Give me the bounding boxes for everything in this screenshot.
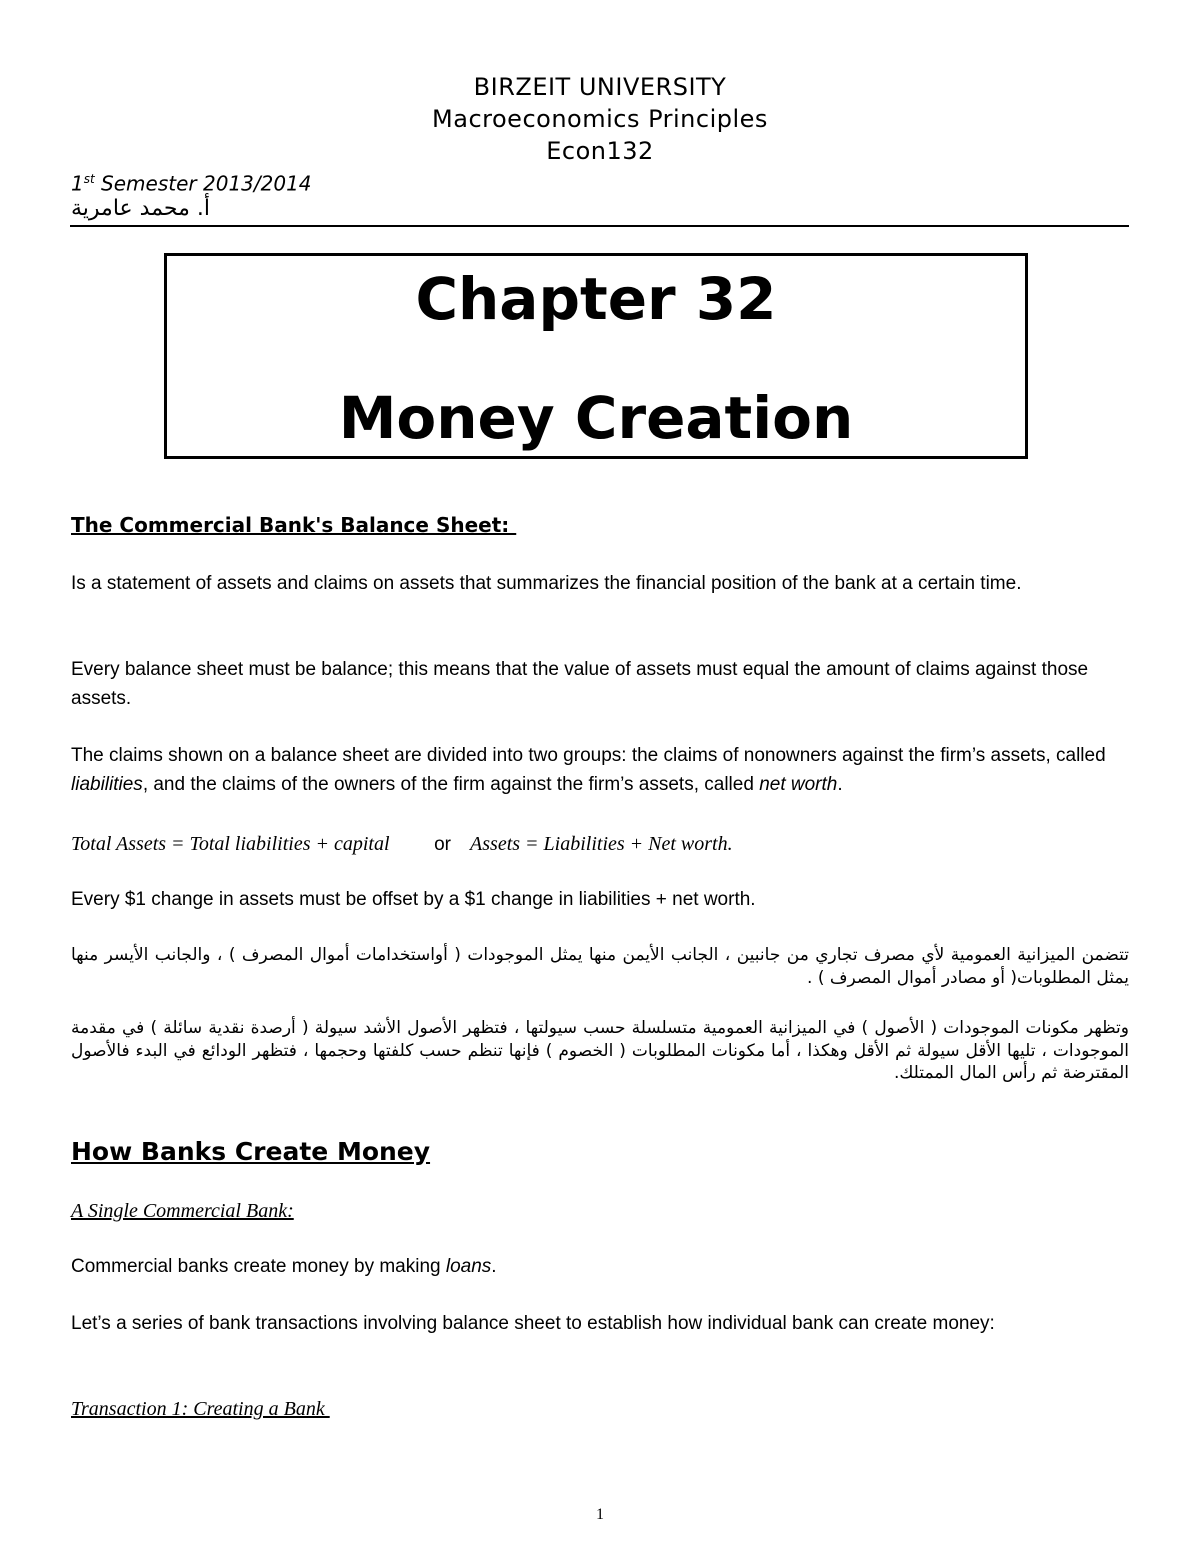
chapter-title-box [164,253,1028,459]
term-loans: loans [445,1256,492,1277]
page-number: 1 [596,1506,604,1523]
university-name: BIRZEIT UNIVERSITY [473,73,727,101]
subheading-transaction-1: Transaction 1: Creating a Bank [71,1398,330,1420]
chapter-number: Chapter 32 [415,265,777,333]
formula-or: or [434,834,451,855]
arabic-paragraph-1: تتضمن الميزانية العمومية لأي مصرف تجاري من جانبين ، الجانب الأيمن منها يمثل الموجودات ( أواستخدامات أموال المصرف ) ، والجانب الأيسر منها يمثل المطلوبات( أو مصادر أموال المصرف ) . [71,945,1129,988]
paragraph-transactions: Let’s a series of bank transactions involving balance sheet to establish how individual bank can create money: [71,1313,995,1334]
instructor-name: أ. محمد عامرية [71,196,211,221]
paragraph-loans: Commercial banks create money by making loans. [71,1256,497,1277]
semester-line [71,166,312,197]
paragraph-balance: Every balance sheet must be balance; this means that the value of assets must equal the amount of claims against those assets. [71,659,1089,709]
paragraph-claims: The claims shown on a balance sheet are divided into two groups: the claims of nonowners against the firm’s assets, called liabilities, and the claims of the owners of the firm against the firm’s assets, called net worth. [71,745,1106,795]
subheading-single-bank: A Single Commercial Bank: [71,1200,294,1222]
chapter-title: Money Creation [338,384,854,452]
section-heading-banks-create-money: How Banks Create Money [71,1137,431,1166]
paragraph-offset: Every $1 change in assets must be offset by a $1 change in liabilities + net worth. [71,889,756,910]
term-net-worth: net worth [759,773,838,795]
semester-ordinal: st [83,172,95,186]
semester-text: Semester 2013/2014 [94,171,312,196]
course-title: Macroeconomics Principles [432,105,768,133]
semester-number: 1 [71,171,84,196]
course-code: Econ132 [546,137,654,165]
term-liabilities: liabilities [71,773,143,795]
paragraph-definition: Is a statement of assets and claims on assets that summarizes the financial position of the bank at a certain time. [71,573,1022,594]
formula-left: Total Assets = Total liabilities + capital [71,833,390,855]
balance-formula [71,829,733,859]
arabic-paragraph-2: وتظهر مكونات الموجودات ( الأصول ) في الميزانية العمومية متسلسلة حسب سيولتها ، فتظهر الأصول الأشد سيولة ( أرصدة نقدية سائلة ) في مقدمة الموجودات ، تليها الأقل سيولة ثم الأقل وهكذا ، أما مكونات المطلوبات ( الخصوم ) فإنها تنظم حسب كلفتها وحجمها ، فتظهر الودائع في البدء فالأصول المقترضة ثم رأس المال الممتلك. [71,1018,1129,1083]
formula-right: Assets = Liabilities + Net worth. [470,833,733,855]
section-heading-balance-sheet: The Commercial Bank's Balance Sheet: [71,513,517,537]
header-divider [70,225,1129,227]
